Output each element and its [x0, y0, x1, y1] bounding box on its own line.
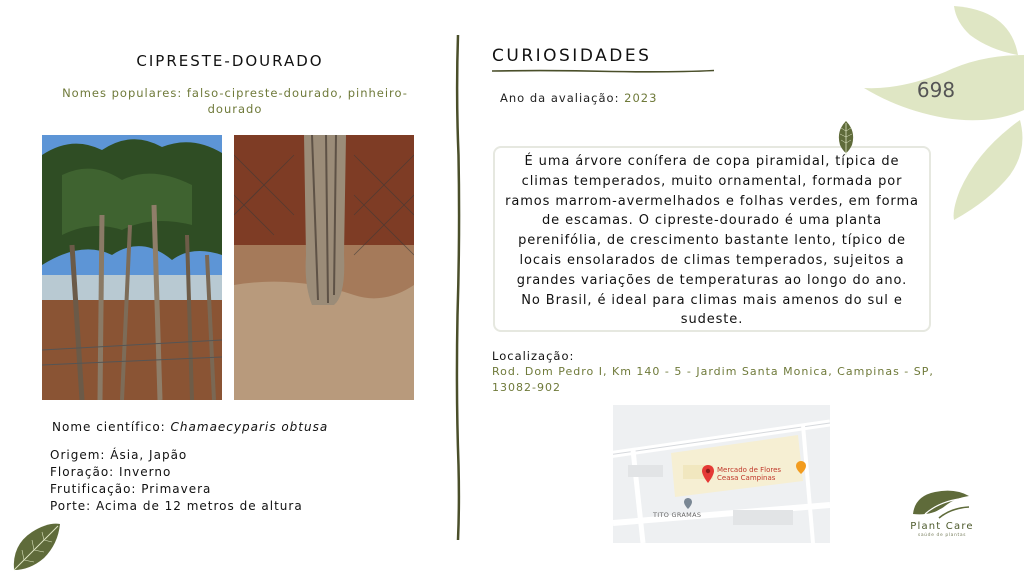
title-underline: [492, 68, 714, 74]
food-pin-icon[interactable]: [796, 461, 806, 474]
location-map[interactable]: [613, 405, 830, 543]
map-pin-icon[interactable]: [702, 465, 714, 483]
poi-pin-icon[interactable]: [684, 498, 692, 509]
fact-value: Inverno: [119, 465, 172, 479]
logo-leaf-icon: [905, 486, 981, 522]
fact-value: Primavera: [141, 482, 212, 496]
scientific-name-value: Chamaecyparis obtusa: [170, 420, 329, 434]
fact-value: Ásia, Japão: [110, 448, 188, 462]
plant-number-badge: 698: [916, 78, 956, 102]
fact-value: Acima de 12 metros de altura: [96, 499, 303, 513]
scientific-name: [52, 420, 328, 434]
popular-names-value: falso-cipreste-dourado, pinheiro-dourado: [186, 86, 408, 116]
location-address: Rod. Dom Pedro I, Km 140 - 5 - Jardim Santa Monica, Campinas - SP, 13082-902: [492, 365, 934, 394]
scientific-name-label: Nome científico:: [52, 420, 166, 434]
popular-names-label: Nomes populares:: [62, 86, 183, 100]
logo-name: Plant Care: [910, 521, 974, 532]
evaluation-year-value: 2023: [624, 91, 658, 105]
leaf-icon: [834, 119, 858, 155]
fact-size: [50, 499, 303, 513]
popular-names: [50, 85, 420, 117]
plant-title: CIPRESTE-DOURADO: [136, 52, 324, 70]
column-divider: [455, 35, 461, 540]
leaf-icon: [10, 520, 62, 572]
curiosities-title: CURIOSIDADES: [492, 46, 652, 66]
map-place-line: Mercado de Flores: [717, 466, 782, 474]
description-text: É uma árvore conífera de copa piramidal, típica de climas temperados, muito ornamental, formada por ramos marrom-avermelhados e folhas verdes, em forma de escamas. O cipreste-dourado é uma planta perenifólia, de crescimento bastante lento, típico de locais ensolarados de climas temperados, sujeitos a grandes variações de temperaturas ao longo do ano. No Brasil, é ideal para climas mais amenos do sul e sudeste.: [505, 154, 919, 328]
map-place-line: Ceasa Campinas: [717, 474, 776, 482]
fact-flowering: [50, 465, 171, 479]
fact-label: Porte:: [50, 499, 92, 513]
logo-tagline: saúde de plantas: [917, 533, 967, 538]
map-poi-label: TITO GRAMAS: [653, 511, 702, 519]
fact-label: Frutificação:: [50, 482, 137, 496]
trunk-photo: [234, 135, 414, 400]
tree-photo: [42, 135, 222, 400]
location-label: Localização:: [492, 349, 575, 363]
fact-origin: [50, 448, 187, 462]
fact-fruiting: [50, 482, 211, 496]
evaluation-year: [500, 91, 657, 105]
map-place-label: [717, 466, 781, 482]
fact-label: Floração:: [50, 465, 115, 479]
fact-label: Origem:: [50, 448, 106, 462]
leaf-decoration-icon: [860, 0, 1024, 230]
evaluation-year-label: Ano da avaliação:: [500, 91, 620, 105]
